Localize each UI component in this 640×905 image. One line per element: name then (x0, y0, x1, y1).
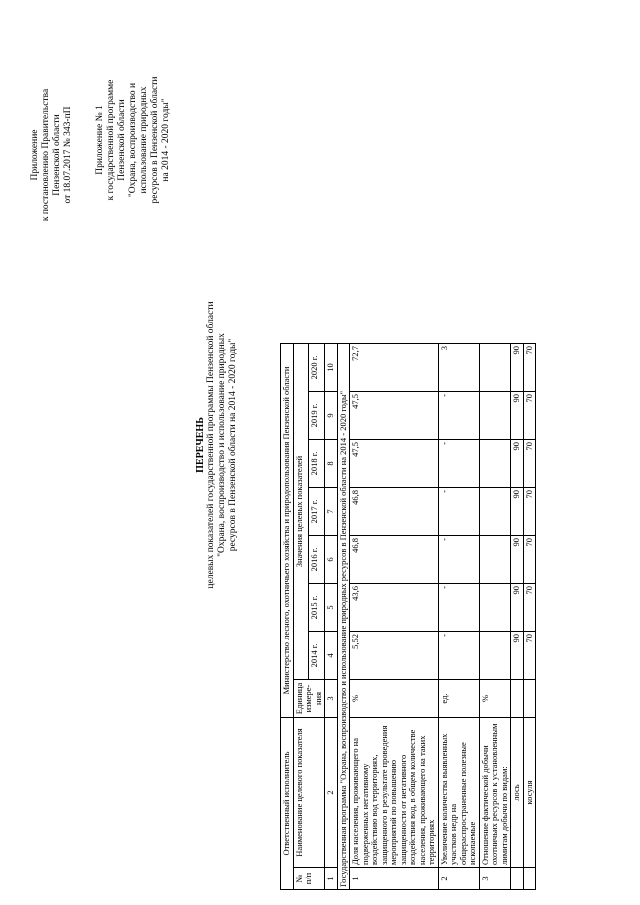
values-header: Значения целевых показателей (293, 344, 309, 680)
indicator-name: косуля (523, 718, 536, 868)
unit-cell (523, 680, 536, 718)
year-header: 2018 г. (309, 440, 325, 488)
value-cell: - (438, 488, 479, 536)
appendix-line: "Охрана, воспроизводство и (128, 82, 138, 198)
table-row (350, 344, 439, 890)
value-cell: 46,8 (350, 536, 439, 584)
appendix-line: использование природных (139, 86, 149, 194)
title-line: ресурсов в Пензенской области на 2014 - 2020 годы" (228, 338, 238, 552)
column-number: 3 (325, 680, 338, 718)
indicator-name: лось (511, 718, 524, 868)
year-header: 2017 г. (309, 488, 325, 536)
row-number (511, 868, 524, 890)
column-number: 5 (325, 584, 338, 632)
column-number: 8 (325, 440, 338, 488)
column-number: 9 (325, 392, 338, 440)
value-cell: 47,5 (350, 440, 439, 488)
value-cell: - (438, 392, 479, 440)
value-cell: 70 (523, 488, 536, 536)
name-header: Наименование целевого показателя (293, 718, 325, 868)
year-header: 2014 г. (309, 632, 325, 680)
value-cell: 90 (511, 632, 524, 680)
appendix-line: к постановлению Правительства (41, 88, 51, 222)
year-header: 2020 г. (309, 344, 325, 392)
unit-cell: % (479, 680, 511, 718)
value-cell: - (438, 632, 479, 680)
value-cell: 90 (511, 344, 524, 392)
value-cell: 47,5 (350, 392, 439, 440)
value-cell: 90 (511, 440, 524, 488)
value-cell (479, 392, 511, 440)
value-cell: 46,8 (350, 488, 439, 536)
row-number: 1 (350, 868, 439, 890)
value-cell: 72,7 (350, 344, 439, 392)
title-heading: ПЕРЕЧЕНЬ (195, 417, 206, 473)
year-header: 2019 г. (309, 392, 325, 440)
value-cell: 70 (523, 392, 536, 440)
appendix-line: Пензенской области (117, 99, 127, 181)
value-cell: 70 (523, 584, 536, 632)
column-number: 6 (325, 536, 338, 584)
value-cell: 90 (511, 584, 524, 632)
table-row (479, 344, 511, 890)
executor-value: Министерство лесного, охотничьего хозяйства и природопользования Пензенской области (281, 344, 294, 718)
unit-cell: ед. (438, 680, 479, 718)
value-cell (479, 440, 511, 488)
value-cell: 70 (523, 440, 536, 488)
executor-header: Ответственный исполнитель (281, 718, 294, 890)
table-row (523, 344, 536, 890)
row-number: 2 (438, 868, 479, 890)
value-cell: 70 (523, 344, 536, 392)
num-header: № п/п (293, 868, 325, 890)
title-line: "Охрана, воспроизводство и использование природных (217, 333, 227, 557)
column-number: 7 (325, 488, 338, 536)
table-row (511, 344, 524, 890)
value-cell: - (438, 536, 479, 584)
indicator-name: Увеличение количества выявленных участков недр на общераспространенные полезные ископаемые (438, 718, 479, 868)
indicator-name: Отношение фактической добычи охотничьих ресурсов к установленным лимитам добычи по видам: (479, 718, 511, 868)
year-header: 2016 г. (309, 536, 325, 584)
value-cell: 90 (511, 488, 524, 536)
program-row: Государственная программа "Охрана, воспроизводство и использование природных ресурсов в Пензенской области на 2014 - 2020 годы" (337, 344, 350, 890)
value-cell: 90 (511, 536, 524, 584)
unit-cell (511, 680, 524, 718)
column-number: 1 (325, 868, 338, 890)
data-rows (350, 344, 536, 890)
appendix-line: Пензенской области (52, 114, 62, 196)
appendix-program-header (95, 45, 172, 235)
document-title (195, 235, 239, 655)
indicators-table (280, 343, 536, 890)
value-cell: 70 (523, 536, 536, 584)
value-cell: 5,52 (350, 632, 439, 680)
value-cell (479, 488, 511, 536)
appendix-line: Приложение (30, 129, 40, 181)
indicator-name: Доля населения, проживающего на подверженных негативному воздействию вод территориях, защищенного в результате проведения мероприятий по повышению защищенности от негативного воздействия вод, в общем количестве населения, проживающего на таких территориях (350, 718, 439, 868)
value-cell: 3 (438, 344, 479, 392)
value-cell: 70 (523, 632, 536, 680)
appendix-line: к государственной программе (106, 79, 116, 201)
year-header: 2015 г. (309, 584, 325, 632)
column-number: 4 (325, 632, 338, 680)
value-cell: - (438, 440, 479, 488)
column-number: 2 (325, 718, 338, 868)
column-number: 10 (325, 344, 338, 392)
value-cell: - (438, 584, 479, 632)
value-cell (479, 344, 511, 392)
table-row (438, 344, 479, 890)
row-number: 3 (479, 868, 511, 890)
title-line: целевых показателей государственной программы Пензенской области (206, 301, 216, 589)
appendix-line: от 18.07.2017 № 343-пП (63, 106, 73, 204)
value-cell (479, 632, 511, 680)
value-cell: 43,6 (350, 584, 439, 632)
unit-cell: % (350, 680, 439, 718)
value-cell (479, 584, 511, 632)
value-cell: 90 (511, 392, 524, 440)
appendix-line: на 2014 - 2020 годы" (161, 98, 171, 182)
appendix-line: Приложение № 1 (95, 105, 105, 175)
column-numbers-row (325, 344, 338, 890)
appendix-line: ресурсов в Пензенской области (150, 76, 160, 204)
value-cell (479, 536, 511, 584)
appendix-header (30, 55, 74, 255)
unit-header: Единица измере-ния (293, 680, 325, 718)
row-number (523, 868, 536, 890)
